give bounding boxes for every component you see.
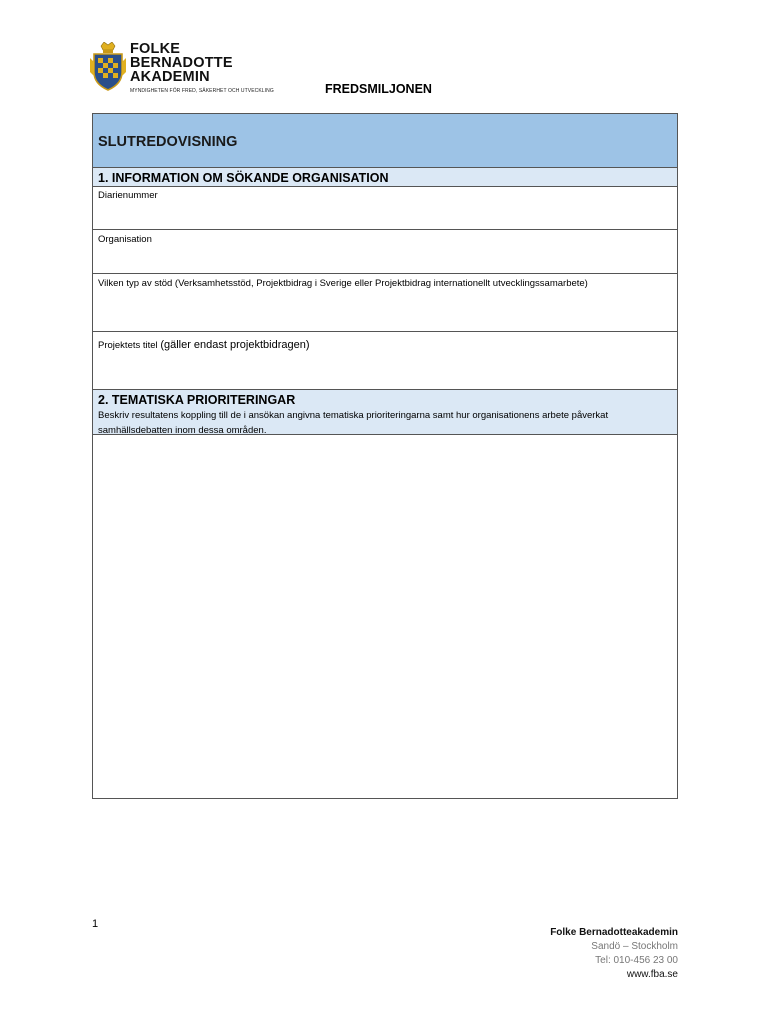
project-title-field[interactable] xyxy=(93,332,677,390)
form-title-row xyxy=(93,114,677,168)
logo-line-2: BERNADOTTE xyxy=(130,55,233,71)
diarienummer-label: Diarienummer xyxy=(98,190,158,201)
stod-type-field[interactable] xyxy=(93,274,677,332)
section-2-header xyxy=(93,390,677,435)
footer-website[interactable]: www.fba.se xyxy=(626,969,678,980)
footer-org: Folke Bernadotteakademin xyxy=(550,927,678,938)
logo-wordmark xyxy=(130,42,233,84)
footer-phone: Tel: 010-456 23 00 xyxy=(595,955,678,966)
page-number: 1 xyxy=(92,918,99,930)
logo-line-3: AKADEMIN xyxy=(130,69,210,85)
form-title: SLUTREDOVISNING xyxy=(98,134,238,150)
crest-icon xyxy=(90,42,126,92)
section-2-answer-field[interactable] xyxy=(93,435,677,798)
organisation-field[interactable] xyxy=(93,230,677,274)
footer-address xyxy=(550,926,678,982)
section-1-heading: 1. INFORMATION OM SÖKANDE ORGANISATION xyxy=(98,171,389,185)
organisation-label: Organisation xyxy=(98,234,152,245)
logo-line-1: FOLKE xyxy=(130,41,181,57)
project-title-label-wrap xyxy=(93,332,677,354)
logo-tagline: MYNDIGHETEN FÖR FRED, SÄKERHET OCH UTVECKLING xyxy=(130,88,274,94)
project-title-note: (gäller endast projektbidragen) xyxy=(160,339,310,351)
section-2-heading: 2. TEMATISKA PRIORITERINGAR xyxy=(98,393,296,407)
footer-location: Sandö – Stockholm xyxy=(591,941,678,952)
section-2-description: Beskriv resultatens koppling till de i ansökan angivna tematiska prioriteringarna samt hur organisationens arbete påverkat samhällsdebatten inom dessa områden. xyxy=(98,410,609,436)
section-1-header xyxy=(93,168,677,187)
report-form xyxy=(92,113,678,799)
stod-type-label: Vilken typ av stöd (Verksamhetsstöd, Projektbidrag i Sverige eller Projektbidrag internationellt utvecklingssamarbete) xyxy=(98,278,588,289)
page-title: FREDSMILJONEN xyxy=(325,82,432,96)
diarienummer-field[interactable] xyxy=(93,187,677,230)
project-title-label: Projektets titel xyxy=(98,340,158,351)
logo xyxy=(90,40,290,98)
